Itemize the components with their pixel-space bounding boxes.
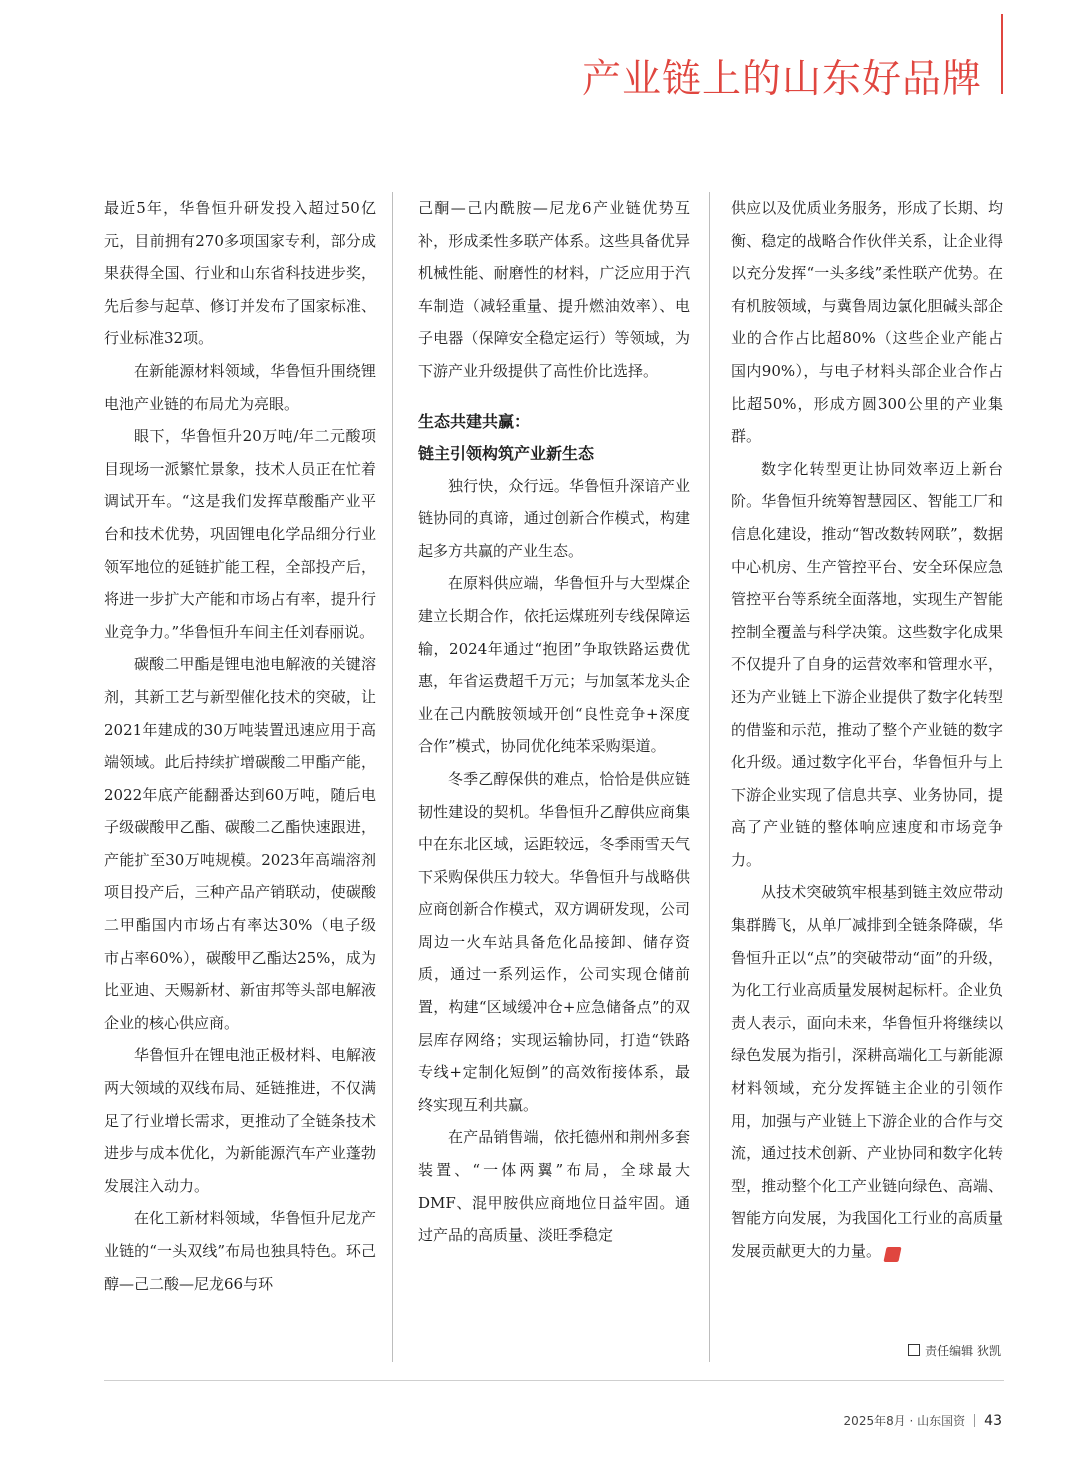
paragraph: 己酮—己内酰胺—尼龙6产业链优势互补，形成柔性多联产体系。这些具备优异机械性能、耐磨性的材料，广泛应用于汽车制造（减轻重量、提升燃油效率）、电子电器（保障安全稳定运行）等领域，为下游产业升级提供了高性价比选择。: [418, 199, 690, 380]
page-footer: [844, 1412, 1002, 1429]
paragraph: [731, 876, 1003, 1267]
editor-name: 狄凯: [976, 1344, 1001, 1358]
section-title: 产业链上的山东好品牌: [581, 57, 982, 102]
paragraph: 冬季乙醇保供的难点，恰恰是供应链韧性建设的契机。华鲁恒升乙醇供应商集中在东北区域，运距较远，冬季雨雪天气下采购保供压力较大。华鲁恒升与战略供应商创新合作模式，双方调研发现，公司周边一火车站具备危化品接卸、储存资质，通过一系列运作，公司实现仓储前置，构建“区域缓冲仓+应急储备点”的双层库存网络；实现运输协同，打造“铁路专线+定制化短倒”的高效衔接体系，最终实现互利共赢。: [418, 769, 690, 1114]
paragraph: 在新能源材料领域，华鲁恒升围绕锂电池产业链的布局尤为亮眼。: [104, 361, 376, 413]
square-icon: [908, 1344, 920, 1356]
paragraph: 独行快，众行远。华鲁恒升深谙产业链协同的真谛，通过创新合作模式，构建起多方共赢的产业生态。: [418, 476, 690, 560]
column-divider: [392, 192, 393, 1362]
header-divider: [1001, 14, 1003, 94]
end-mark-icon: Z: [883, 1247, 901, 1262]
paragraph: 最近5年，华鲁恒升研发投入超过50亿元，目前拥有270多项国家专利，部分成果获得全国、行业和山东省科技进步奖，先后参与起草、修订并发布了国家标准、行业标准32项。: [104, 199, 376, 348]
paragraph-text: 从技术突破筑牢根基到链主效应带动集群腾飞，从单厂减排到全链条降碳，华鲁恒升正以“点”的突破带动“面”的升级，为化工行业高质量发展树起标杆。企业负责人表示，面向未来，华鲁恒升将继续以绿色发展为指引，深耕高端化工与新能源材料领域，充分发挥链主企业的引领作用，加强与产业链上下游企业的合作与交流，通过技术创新、产业协同和数字化转型，推动整个化工产业链向绿色、高端、智能方向发展，为我国化工行业的高质量发展贡献更大的力量。: [731, 883, 1003, 1260]
paragraph: 在产品销售端，依托德州和荆州多套装置、“一体两翼”布局，全球最大DMF、混甲胺供应商地位日益牢固。通过产品的高质量、淡旺季稳定: [418, 1128, 690, 1245]
footer-divider: [104, 1380, 1004, 1381]
issue-info: 2025年8月 · 山东国资: [843, 1414, 966, 1428]
article-column-3: [731, 192, 1003, 1268]
article-column-1: [104, 192, 376, 1300]
paragraph: 碳酸二甲酯是锂电池电解液的关键溶剂，其新工艺与新型催化技术的突破，让2021年建成的30万吨装置迅速应用于高端领域。此后持续扩增碳酸二甲酯产能，2022年底产能翻番达到60万吨，随后电子级碳酸甲乙酯、碳酸二乙酯快速跟进，产能扩至30万吨规模。2023年高端溶剂项目投产后，三种产品产销联动，使碳酸二甲酯国内市场占有率达30%（电子级市占率60%），碳酸甲乙酯达25%，成为比亚迪、天赐新材、新宙邦等头部电解液企业的核心供应商。: [104, 655, 376, 1032]
responsible-editor: [908, 1342, 1001, 1359]
paragraph: 在原料供应端，华鲁恒升与大型煤企建立长期合作，依托运煤班列专线保障运输，2024年通过“抱团”争取铁路运费优惠，年省运费超千万元；与加氢苯龙头企业在己内酰胺领域开创“良性竞争+深度合作”模式，协同优化纯苯采购渠道。: [418, 574, 690, 756]
editor-label: 责任编辑: [925, 1344, 974, 1358]
column-divider: [709, 192, 710, 1362]
paragraph: 眼下，华鲁恒升20万吨/年二元酸项目现场一派繁忙景象，技术人员正在忙着调试开车。“这是我们发挥草酸酯产业平台和技术优势，巩固锂电化学品细分行业领军地位的延链扩能工程，全部投产后，将进一步扩大产能和市场占有率，提升行业竞争力。”华鲁恒升车间主任刘春丽说。: [104, 427, 376, 641]
article-column-2: [418, 192, 690, 1252]
paragraph: 华鲁恒升在锂电池正极材料、电解液两大领域的双线布局、延链推进，不仅满足了行业增长需求，更推动了全链条技术进步与成本优化，为新能源汽车产业蓬勃发展注入动力。: [104, 1046, 376, 1195]
paragraph: 供应以及优质业务服务，形成了长期、均衡、稳定的战略合作伙伴关系，让企业得以充分发挥“一头多线”柔性联产优势。在有机胺领域，与冀鲁周边氯化胆碱头部企业的合作占比超80%（这些企业产能占国内90%），与电子材料头部企业合作占比超50%，形成方圆300公里的产业集群。: [731, 199, 1003, 446]
section-heading-line-1: 生态共建共赢：: [418, 411, 531, 431]
page-number: 43: [984, 1413, 1002, 1429]
section-heading: [418, 406, 690, 470]
footer-separator: [974, 1414, 975, 1427]
paragraph: 在化工新材料领域，华鲁恒升尼龙产业链的“一头双线”布局也独具特色。环己醇—己二酸—尼龙66与环: [104, 1209, 376, 1293]
section-heading-line-2: 链主引领构筑产业新生态: [418, 443, 595, 463]
paragraph: 数字化转型更让协同效率迈上新台阶。华鲁恒升统筹智慧园区、智能工厂和信息化建设，推动“智改数转网联”，数据中心机房、生产管控平台、安全环保应急管控平台等系统全面落地，实现生产智能控制全覆盖与科学决策。这些数字化成果不仅提升了自身的运营效率和管理水平，还为产业链上下游企业提供了数字化转型的借鉴和示范，推动了整个产业链的数字化升级。通过数字化平台，华鲁恒升与上下游企业实现了信息共享、业务协同，提高了产业链的整体响应速度和市场竞争力。: [731, 459, 1003, 869]
